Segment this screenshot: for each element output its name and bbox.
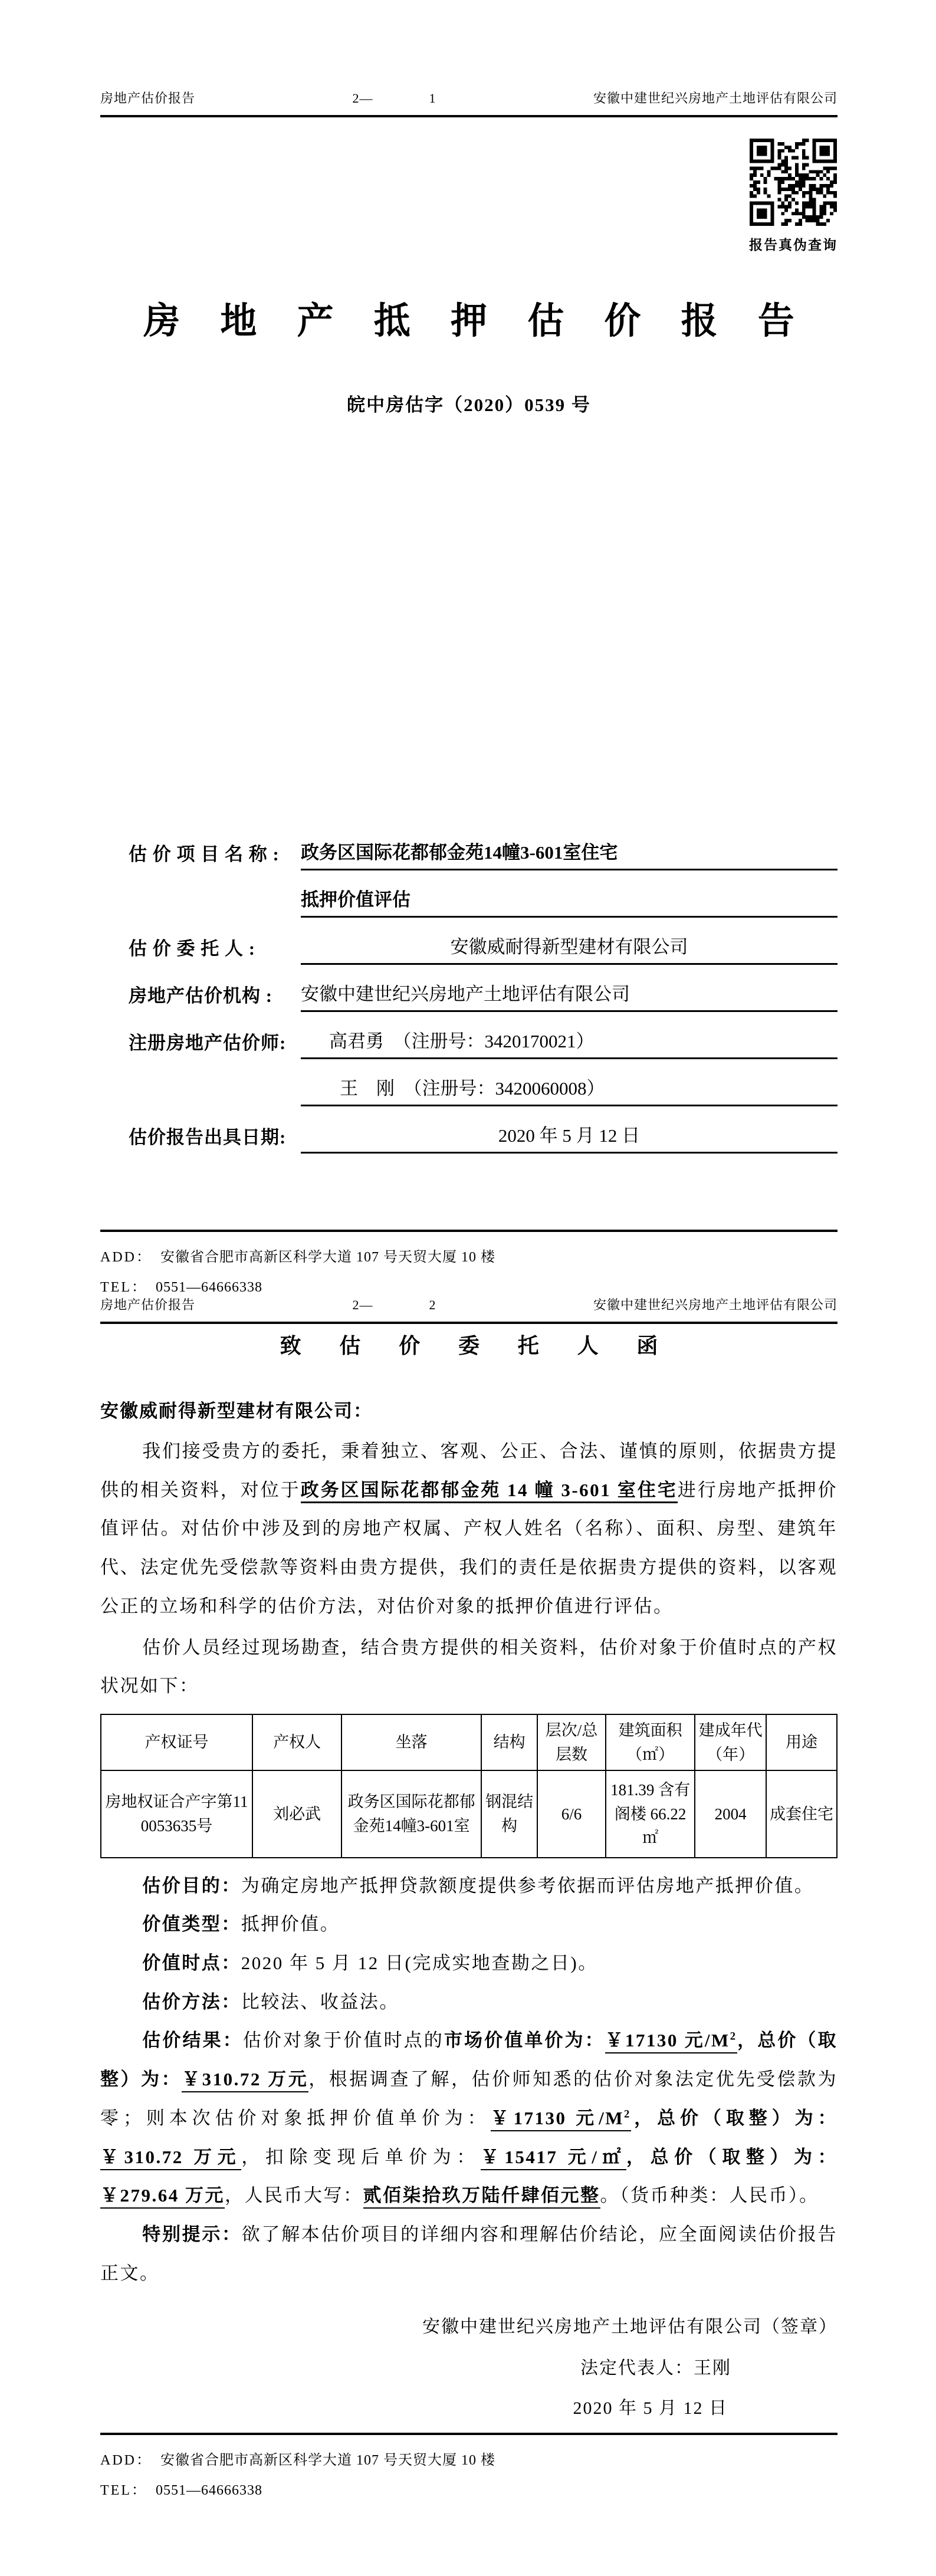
field-empty-label (129, 1102, 301, 1106)
table-row (101, 1770, 837, 1858)
methods-label: 估价方法： (142, 1991, 241, 2012)
signature-date: 2020 年 5 月 12 日 (573, 2398, 728, 2418)
field-date-label: 估价报告出具日期: (129, 1127, 287, 1148)
sup-square: 2 (730, 2030, 737, 2043)
footer-add-text: 安徽省合肥市高新区科学大道 107 号天贸大厦 10 楼 (160, 2453, 495, 2468)
field-empty-label (129, 913, 301, 918)
footer-address-line (100, 1245, 838, 1266)
page-number (195, 1297, 593, 1313)
page-number (195, 91, 593, 106)
result-s1: 估价对象于价值时点的 (242, 2030, 444, 2051)
sup-square: 2 (623, 2108, 631, 2121)
signature-company: 安徽中建世纪兴房地产土地评估有限公司（签章） (422, 2317, 838, 2337)
field-agency-value: 安徽中建世纪兴房地产土地评估有限公司 (301, 979, 838, 1012)
letter-paragraph-1 (100, 1432, 838, 1626)
cell-certificate-no: 房地权证合产字第110053635号 (101, 1770, 252, 1858)
field-client-label: 估 价 委 托 人 : (129, 938, 256, 959)
letter-paragraph-2: 估价人员经过现场勘查，结合贵方提供的相关资料，估价对象于价值时点的产权状况如下： (100, 1637, 838, 1697)
page2-running-header (100, 1295, 838, 1324)
para1-pre: 我们接受贵方的委托，秉着独立、客观、公正、合法、谨慎的原则，依据贵方提供的相关资料，对位于 (100, 1441, 838, 1500)
field-appraiser1-value: 高君勇 （注册号：3420170021） (301, 1026, 838, 1059)
cell-year-built: 2004 (695, 1770, 766, 1858)
market-total-price: ￥310.72 万元 (182, 2069, 308, 2092)
header-report-title: 房地产估价报告 (100, 1297, 196, 1312)
para1-post: 进行房地产抵押价值评估。对估价中涉及到的房地产权属、产权人姓名（名称）、面积、房型、建筑年代、法定优先受偿款等资料由贵方提供，我们的责任是依据贵方提供的资料，以客观公正的立场和科学的估价方法，对估价对象的抵押价值进行评估。 (100, 1479, 838, 1616)
field-project-name-line2 (129, 870, 838, 918)
col-year-built: 建成年代（年） (695, 1714, 766, 1770)
footer-add-label: ADD： (100, 2453, 152, 2468)
section-special-note (100, 2215, 838, 2292)
report-main-title: 房地产抵押估价报告 (143, 301, 835, 341)
footer-tel-text: 0551—64666338 (155, 1280, 262, 1295)
page-number-value: 1 (429, 91, 436, 106)
table-header-row (101, 1714, 837, 1770)
footer-address-line (100, 2448, 838, 2469)
section-purpose (100, 1867, 838, 1905)
field-appraiser-1 (129, 1012, 838, 1059)
cell-structure: 钢混结构 (481, 1770, 537, 1858)
result-s3: ，总价（取整）为： (100, 2030, 838, 2090)
field-client-value: 安徽威耐得新型建材有限公司 (301, 932, 838, 965)
result-s4: ，根据调查了解，估价师知悉的估价对象法定优先受偿款为零；则本次估价对象抵押价值单价为： (100, 2069, 838, 2128)
result-s5: ，总价（取整）为： (630, 2107, 838, 2128)
field-date-value: 2020 年 5 月 12 日 (301, 1121, 838, 1154)
result-s7: ，总价（取整）为： (626, 2146, 838, 2167)
footer-tel-line (100, 1275, 838, 1296)
page-number-value: 2 (429, 1297, 436, 1312)
appraisal-subject: 政务区国际花都郁金苑 14 幢 3-601 室住宅 (301, 1480, 678, 1503)
field-project-label: 估 价 项 目 名 称 : (129, 844, 280, 865)
value-type-label: 价值类型： (142, 1914, 241, 1935)
purpose-text: 为确定房地产抵押贷款额度提供参考依据而评估房地产抵押价值。 (241, 1875, 815, 1896)
field-appraiser2-value: 王 刚 （注册号：3420060008） (301, 1073, 838, 1106)
result-s2: 市场价值单价为： (444, 2030, 605, 2051)
header-report-title: 房地产估价报告 (100, 91, 196, 106)
footer-tel-label: TEL： (100, 2483, 147, 2498)
qr-code-icon (750, 139, 837, 226)
footer-tel-line (100, 2478, 838, 2499)
amount-in-words: 贰佰柒拾玖万陆仟肆佰元整 (363, 2185, 600, 2209)
footer-add-text: 安徽省合肥市高新区科学大道 107 号天贸大厦 10 楼 (160, 1250, 495, 1265)
field-issue-date (129, 1106, 838, 1154)
page-number-prefix: 2— (352, 91, 373, 106)
field-project-name (129, 823, 838, 870)
result-s6: ，扣除变现后单价为： (241, 2146, 481, 2167)
cover-fields (100, 823, 838, 1154)
cell-floor: 6/6 (537, 1770, 606, 1858)
header-company-name: 安徽中建世纪兴房地产土地评估有限公司 (593, 1297, 838, 1312)
cell-area: 181.39 含有阁楼 66.22 ㎡ (606, 1770, 695, 1858)
qr-caption: 报告真伪查询 (749, 238, 838, 252)
page1-footer (100, 1230, 838, 1305)
purpose-label: 估价目的： (142, 1875, 241, 1896)
market-unit-price-text: ￥17130 元/M (605, 2030, 730, 2051)
section-value-date (100, 1944, 838, 1983)
col-certificate-no: 产权证号 (101, 1714, 252, 1770)
result-s9: 。（货币种类：人民币）。 (600, 2185, 819, 2206)
field-agency-label: 房地产估价机构 : (129, 985, 273, 1006)
special-note-label: 特别提示： (142, 2224, 242, 2245)
col-structure: 结构 (481, 1714, 537, 1770)
page1-running-header (100, 88, 838, 117)
page2-footer (100, 2433, 838, 2508)
value-type-text: 抵押价值。 (241, 1914, 340, 1935)
section-value-type (100, 1905, 838, 1944)
col-use: 用途 (766, 1714, 837, 1770)
field-appraiser-label: 注册房地产估价师: (129, 1033, 287, 1053)
result-label: 估价结果： (142, 2030, 243, 2051)
cell-owner: 刘必武 (252, 1770, 341, 1858)
page-number-prefix: 2— (352, 1297, 373, 1312)
col-area: 建筑面积（㎡） (606, 1714, 695, 1770)
letter-title: 致估价委托人函 (280, 1334, 697, 1358)
qr-holder (749, 139, 838, 254)
section-methods (100, 1983, 838, 2022)
col-floor: 层次/总层数 (537, 1714, 606, 1770)
col-location: 坐落 (341, 1714, 481, 1770)
mortgage-unit-price-text: ￥17130 元/M (490, 2107, 624, 2128)
property-rights-table (100, 1714, 838, 1858)
field-client (129, 918, 838, 965)
cell-use: 成套住宅 (766, 1770, 837, 1858)
field-project-value-line2: 抵押价值评估 (301, 885, 838, 918)
value-date-label: 价值时点： (142, 1952, 241, 1973)
value-date-text: 2020 年 5 月 12 日(完成实地查勘之日)。 (241, 1952, 598, 1973)
letter-salutation: 安徽威耐得新型建材有限公司： (100, 1401, 373, 1421)
col-owner: 产权人 (252, 1714, 341, 1770)
signature-legal-rep: 法定代表人：王刚 (580, 2358, 731, 2378)
header-company-name: 安徽中建世纪兴房地产土地评估有限公司 (593, 91, 838, 106)
footer-add-label: ADD： (100, 1250, 152, 1265)
qr-block (100, 139, 838, 254)
methods-text: 比较法、收益法。 (241, 1991, 399, 2012)
letter-sections (100, 1867, 838, 2293)
mortgage-total-price: ￥310.72 万元 (100, 2147, 241, 2170)
section-result (100, 2021, 838, 2215)
report-doc-number: 皖中房估字（2020）0539 号 (347, 395, 591, 415)
field-appraiser-2 (129, 1059, 838, 1106)
cell-location: 政务区国际花都郁金苑14幢3-601室 (341, 1770, 481, 1858)
net-total-price: ￥279.64 万元 (100, 2185, 225, 2209)
page2 (100, 1326, 838, 2292)
net-unit-price: ￥15417 元/㎡ (481, 2147, 626, 2170)
field-project-value-line1: 政务区国际花都郁金苑14幢3-601室住宅 (301, 837, 838, 870)
result-s8: ，人民币大写： (225, 2185, 363, 2206)
footer-tel-label: TEL： (100, 1280, 147, 1295)
field-agency (129, 965, 838, 1012)
market-unit-price (605, 2030, 737, 2053)
special-note-text: 欲了解本估价项目的详细内容和理解估价结论，应全面阅读估价报告正文。 (100, 2224, 838, 2283)
mortgage-unit-price (491, 2108, 631, 2131)
signature-block (100, 2312, 838, 2419)
page1 (100, 0, 838, 1154)
footer-tel-text: 0551—64666338 (155, 2483, 262, 2498)
